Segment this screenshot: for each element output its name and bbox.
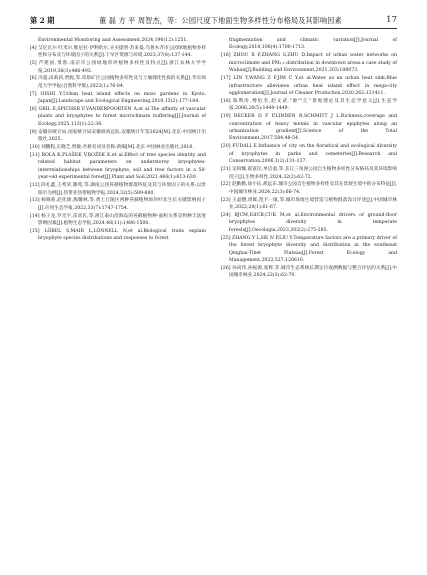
reference-entry: [11] ROLA K,PLÁŠEK V,ROŽEK K,et al.Effect of tree species identity and related habitat parameters on understorey bryophytes-interrelationships between bryophyte, soil and tree factors in a 50-year-old experimental forest[J].Plant and Soil,2021,466(1):613-630. [30, 152, 206, 181]
reference-entry: [16] ZHOU X F,ZHANG S,ZHU D.Impact of urban water networks on microclimate and PM₂.₅ distribution in downtown areas:a case study of Wuhan[J].Building and Environment,2021,203:108073. [221, 53, 397, 74]
issue-number: 第 2 期 [30, 16, 55, 25]
reference-entry: Environmental Monitoring and Assessment,2024,196(12):1251. [38, 38, 188, 43]
reference-entry: [13] 杨晓莉,赵化锦,熊耀林,等.黄土丘陵区两种苔藓植物斑块叶状生长关键影响因子[J].应用生态学报,2022,33(7):1747-1754. [30, 198, 206, 211]
reference-entry: [17] LIN Y,WANG Z F,JIM C Y,et al.Water as an urban heat sink:Blue infrastructure alleviates urban heat island effect in mega-city agglomeration[J].Journal of Cleaner Production,2020,262:121411. [221, 76, 397, 96]
reference-entry: fragmentation and climatic variation[J].Journal of Ecology,2018,106(4):1700-1713. [229, 38, 397, 51]
page-number: 17 [386, 15, 397, 25]
reference-entry: [15] LÖBEL S,MAIR L,LÖNNELL N,et al.Biological traits explain bryophyte species distributions and responses to forest [30, 229, 206, 242]
reference-entry: [21] 吴柏臻,霍富民,单启童,等.长江三角洲公园自生植物多样性分布格局及其环境影响因子[J].生物多样性,2024,32(2):62-72. [221, 167, 397, 180]
reference-entry: [26] 孙尚伟,孙振源,张辉,等.城市生态系统长期定位观测数据与整合评估的关系[J].中国城市林业,2024,22(3):62-70. [221, 265, 397, 279]
reference-entry: [25] ZHANG Y L,HE N P,LIU Y.Temperature factors are a primary driver of the forest bryophyte diversity and distribution in the southeast Qinghai-Tibet Plateau[J].Forest Ecology and Management,2023,527:120610. [221, 235, 397, 264]
reference-entry: [8] GRIL E,SPICHER F,VANDERPOORTEN A,et al.The affinity of vascular plants and bryophytes to forest microclimate buffering[J].Journal of Ecology,2025,113(1):22-38. [30, 107, 206, 127]
reference-entry: [19] BECKER D F P,LINDEN R,SCHMITT J L.Richness,coverage and concentration of heavy metals in vascular epiphytes along an urbanization gradient[J].Science of the Total Environment,2017,584,48-54. [221, 114, 397, 142]
reference-entry: [12] 段礼鑫,王秀荣,滕苑,等.湖南公园苔藓植物群落特征及其与环境因子的关系:以贵阳市为例[J].热带亚热带植物学报,2024,32(5):589-600. [30, 183, 206, 196]
running-header [30, 13, 397, 29]
reference-entry: [9] 安徽省统计局,国家统计局安徽调查总队.安徽统计年鉴2024[M].北京:中国统计出版社,2025. [30, 129, 206, 143]
reference-columns [30, 37, 397, 551]
reference-entry: [23] 王晶懋,周晖,范卡一康,等.城市场地生境营造与植物群落设计评述[J].中国城市林业,2022,20(1):61-67. [221, 197, 397, 211]
reference-entry: [10] 刘鹏程,庄晓芝,贾敏.吾桥名词及名称:新编[M].北京:中国林业出版社,2016. [30, 145, 194, 151]
reference-entry: [6] 冯超,田莉莉,贾妮,等.草原矿区公园植物多样性及与土壤理化性质的关系[J].华东师范大学学报(自然科学版),2022(1):76-84. [30, 76, 206, 89]
reference-entry: [4] 艾尼瓦尔·吐米尔,维尼拉·伊利哈尔,买买提明·苏来曼.乌鲁木齐市公园绿地植物多样性和分布及与环境因子的关系[J].干旱区资源与环境,2023,37(8):137-144. [30, 45, 206, 59]
running-title: 董 磊 方 平 周智杰，等：公园尺度下地面生物多样性分布格局及其影响因素 [99, 16, 342, 25]
reference-entry: [24] BJCM,IGICR,CUK M,et al.Environmental drivers of ground-floor bryophytes diversity in temperate forests[J].Oecologia,2023,202(2):275-285. [221, 212, 397, 233]
reference-entry: [14] 杨子龙,罗光宇,雷富民,等.浙江泰山沿海岛的苔藓植物种-面积关系及物种丰富度影响因素[J].植物生态学报,2024,48(11):1486-1500. [30, 213, 206, 227]
reference-entry: [18] 陈利涛,傅伯杰,赵文武."源""汇"景观理论及其生态学意义[J].生态学报,2006,26(5):1444-1449. [221, 98, 397, 112]
reference-entry: [7] OISHI Y.Urban heat island effects on moss gardens in Kyoto, Japan[J].Landscape and Ecological Engineering,2019,15(2):177-184. [30, 91, 206, 105]
reference-column-left [30, 37, 206, 551]
reference-entry: [20] FUDALI E.Influence of city on the floristical and ecological diversity of bryophytes in parks and cemeteries[J].Research and Conservation,2006,1(2):131-137. [221, 144, 397, 165]
reference-entry: [22] 赵勤勤,徐小钰,胡远东.城市公园自生植物多样性及其在景观生境中的分布特征[J].中国城市林业,2024,22(3):66-74. [221, 182, 397, 195]
reference-column-right [221, 37, 397, 551]
reference-entry: [5] 芦建国,景蓉.南京市公园绿地草坪植物多样性及特点[J].浙江农林大学学报,2019,36(3):486-493. [30, 61, 206, 74]
